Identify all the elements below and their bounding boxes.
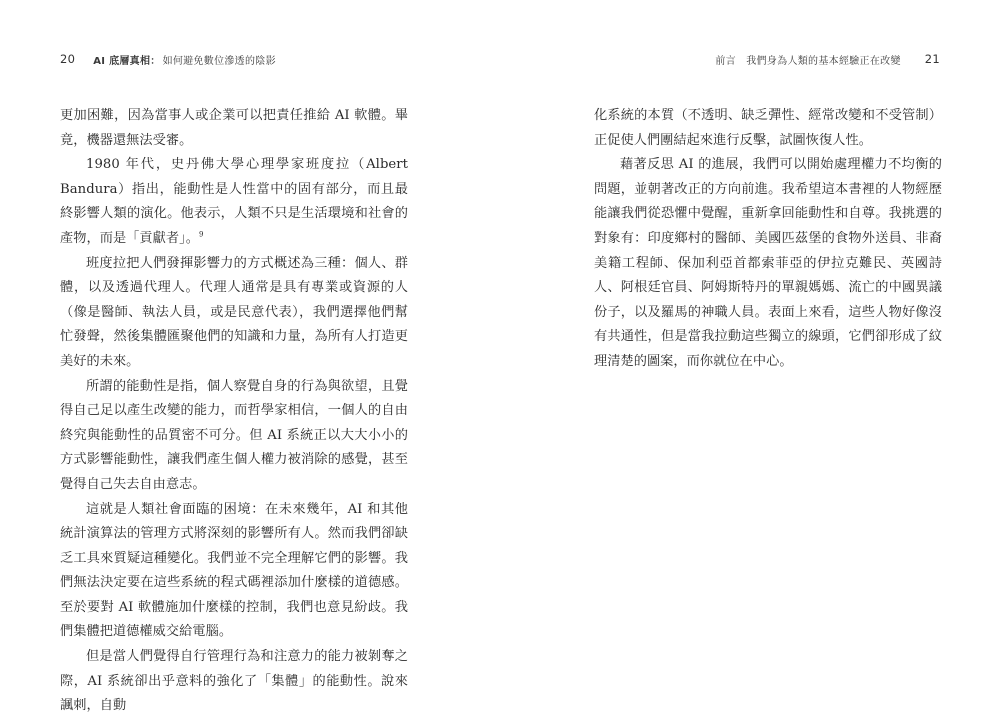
paragraph: 藉著反思 AI 的進展，我們可以開始處理權力不均衡的問題，並朝著改正的方向前進。我希望這本書裡的人物經歷能讓我們從恐懼中覺醒，重新拿回能動性和自尊。我挑選的對象有：印度鄉村的醫師、美國匹茲堡的食物外送員、非裔美籍工程師、保加利亞首都索菲亞的伊拉克難民、英國詩人、阿根廷官員、阿姆斯特丹的單親媽媽、流亡的中國異議份子，以及羅馬的神職人員。表面上來看，這些人物好像沒有共通性，但是當我拉動這些獨立的線頭，它們卻形成了紋理清楚的圖案，而你就位在中心。	[594, 157, 942, 369]
page-body	[594, 104, 942, 375]
page-number: 20	[60, 52, 76, 66]
chapter-title: 前言 我們身為人類的基本經驗正在改變	[715, 55, 901, 67]
page-number: 21	[924, 52, 940, 66]
paragraph: 這就是人類社會面臨的困境：在未來幾年，AI 和其他統計演算法的管理方式將深刻的影響所有人。然而我們卻缺乏工具來質疑這種變化。我們並不完全理解它們的影響。我們無法決定要在這些系統的程式碼裡添加什麼樣的道德感。至於要對 AI 軟體施加什麼樣的控制，我們也意見紛歧。我們集體把道德權威交給電腦。	[60, 501, 408, 640]
book-subtitle: 如何避免數位滲透的陰影	[162, 55, 276, 67]
running-header-left	[60, 51, 276, 67]
paragraph: 所謂的能動性是指，個人察覺自身的行為與欲望，且覺得自己足以產生改變的能力，而哲學家相信，一個人的自由終究與能動性的品質密不可分。但 AI 系統正以大大小小的方式影響能動性，讓我們產生個人權力被消除的感覺，甚至覺得自己失去自由意志。	[60, 378, 408, 492]
footnote-marker: 9	[199, 230, 204, 239]
paragraph-text: 1980 年代，史丹佛大學心理學家班度拉（Albert Bandura）指出，能動性是人性當中的固有部分，而且最終影響人類的演化。他表示，人類不只是生活環境和社會的產物，而是「貢獻者」。	[60, 157, 408, 246]
running-header-right	[715, 51, 940, 67]
paragraph: 但是當人們覺得自行管理行為和注意力的能力被剝奪之際，AI 系統卻出乎意料的強化了「集體」的能動性。說來諷刺，自動	[60, 649, 408, 714]
paragraph: 化系統的本質（不透明、缺乏彈性、經常改變和不受管制）正促使人們團結起來進行反擊，試圖恢復人性。	[594, 108, 942, 148]
paragraph	[60, 153, 408, 251]
right-page	[500, 0, 1000, 707]
page-body	[60, 104, 408, 719]
book-title: AI 底層真相：	[93, 55, 161, 67]
paragraph: 更加困難，因為當事人或企業可以把責任推給 AI 軟體。畢竟，機器還無法受審。	[60, 108, 408, 148]
paragraph: 班度拉把人們發揮影響力的方式概述為三種：個人、群體，以及透過代理人。代理人通常是具有專業或資源的人（像是醫師、執法人員，或是民意代表），我們選擇他們幫忙發聲，然後集體匯聚他們的知識和力量，為所有人打造更美好的未來。	[60, 255, 408, 369]
left-page	[0, 0, 500, 714]
